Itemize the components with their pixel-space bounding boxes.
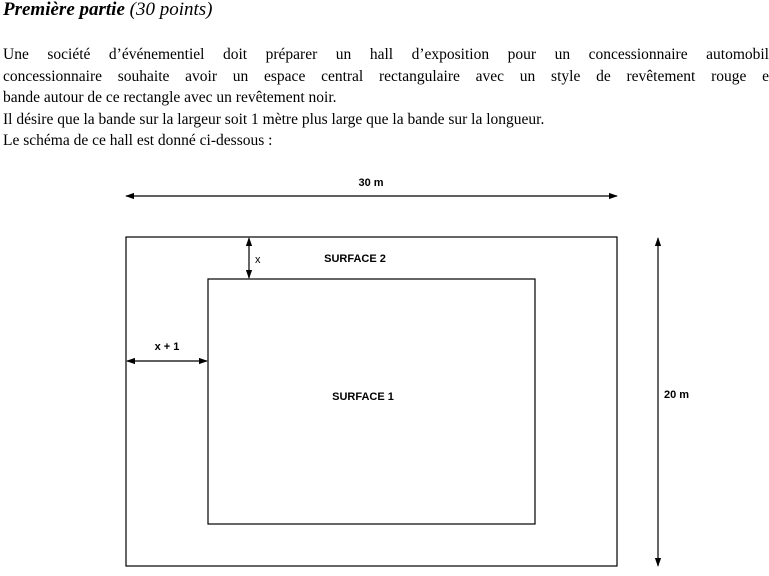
statement-line-3: bande autour de ce rectangle avec un revêtement noir.: [3, 89, 337, 106]
statement-line-5: Le schéma de ce hall est donné ci-dessous :: [3, 132, 273, 149]
surface-inner-label: SURFACE 1: [332, 391, 394, 403]
section-title: Première partie: [3, 0, 125, 20]
band-top-label: x: [255, 254, 261, 266]
statement-line-1: Une société d’événementiel doit préparer un hall d’exposition pour un concessionnaire automobil: [3, 46, 769, 63]
statement-line-2: concessionnaire souhaite avoir un espace central rectangulaire avec un style de revêtement rouge e: [3, 67, 769, 85]
section-points: (30 points): [129, 0, 213, 20]
surface-outer-label: SURFACE 2: [324, 253, 386, 265]
band-side-label: x + 1: [154, 341, 180, 353]
width-label: 30 m: [358, 177, 384, 189]
statement-line-4: Il désire que la bande sur la largeur soit 1 mètre plus large que la bande sur la longueur.: [3, 110, 545, 128]
height-label: 20 m: [664, 389, 690, 401]
